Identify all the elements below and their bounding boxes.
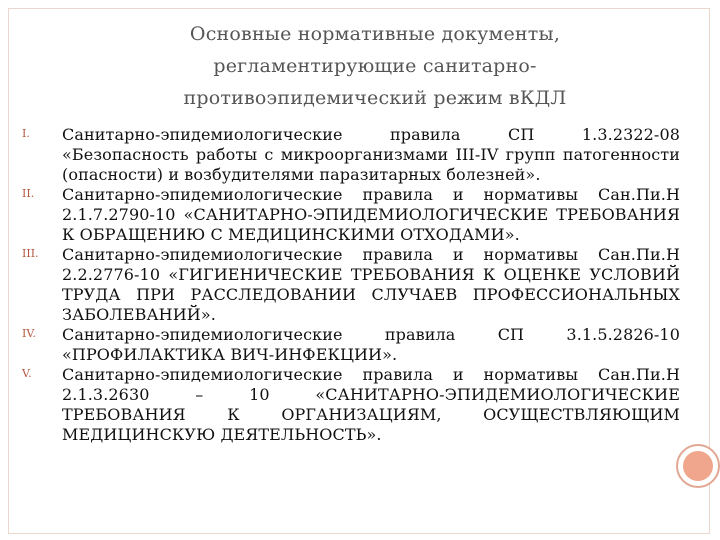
list-item xyxy=(22,365,682,445)
list-item xyxy=(22,325,682,365)
item-number: III. xyxy=(22,247,39,260)
list-item xyxy=(22,125,682,185)
slide-title xyxy=(150,18,600,114)
title-line-3: противоэпидемический режим вКДЛ xyxy=(183,87,567,109)
list-item xyxy=(22,245,682,325)
documents-list xyxy=(22,125,682,445)
item-text: Санитарно-эпидемиологические правила и нормативы Сан.Пи.Н 2.2.2776-10 «ГИГИЕНИЧЕСКИЕ ТРЕБОВАНИЯ К ОЦЕНКЕ УСЛОВИЙ ТРУДА ПРИ РАССЛЕДОВАНИИ СЛУЧАЕВ ПРОФЕССИОНАЛЬНЫХ ЗАБОЛЕВАНИЙ». xyxy=(62,245,680,324)
item-number: I. xyxy=(22,127,30,140)
title-line-1: Основные нормативные документы, xyxy=(189,23,561,45)
item-text: Санитарно-эпидемиологические правила и нормативы Сан.Пи.Н 2.1.3.2630 – 10 «САНИТАРНО-ЭПИДЕМИОЛОГИЧЕСКИЕ ТРЕБОВАНИЯ К ОРГАНИЗАЦИЯМ, ОСУЩЕСТВЛЯЮЩИМ МЕДИЦИНСКУЮ ДЕЯТЕЛЬНОСТЬ». xyxy=(62,365,680,444)
decorative-circle-icon xyxy=(676,444,720,488)
list-item xyxy=(22,185,682,245)
item-text: Санитарно-эпидемиологические правила СП 1.3.2322-08 «Безопасность работы с микроорганизмами III-IV групп патогенности (опасности) и возбудителями паразитарных болезней». xyxy=(62,125,680,184)
item-number: V. xyxy=(22,367,32,380)
item-text: Санитарно-эпидемиологические правила и нормативы Сан.Пи.Н 2.1.7.2790-10 «САНИТАРНО-ЭПИДЕМИОЛОГИЧЕСКИЕ ТРЕБОВАНИЯ К ОБРАЩЕНИЮ С МЕДИЦИНСКИМИ ОТХОДАМИ». xyxy=(62,185,680,244)
item-number: II. xyxy=(22,187,35,200)
item-text: Санитарно-эпидемиологические правила СП 3.1.5.2826-10 «ПРОФИЛАКТИКА ВИЧ-ИНФЕКЦИИ». xyxy=(62,325,680,364)
item-number: IV. xyxy=(22,327,36,340)
title-line-2: регламентирующие санитарно- xyxy=(213,55,537,77)
